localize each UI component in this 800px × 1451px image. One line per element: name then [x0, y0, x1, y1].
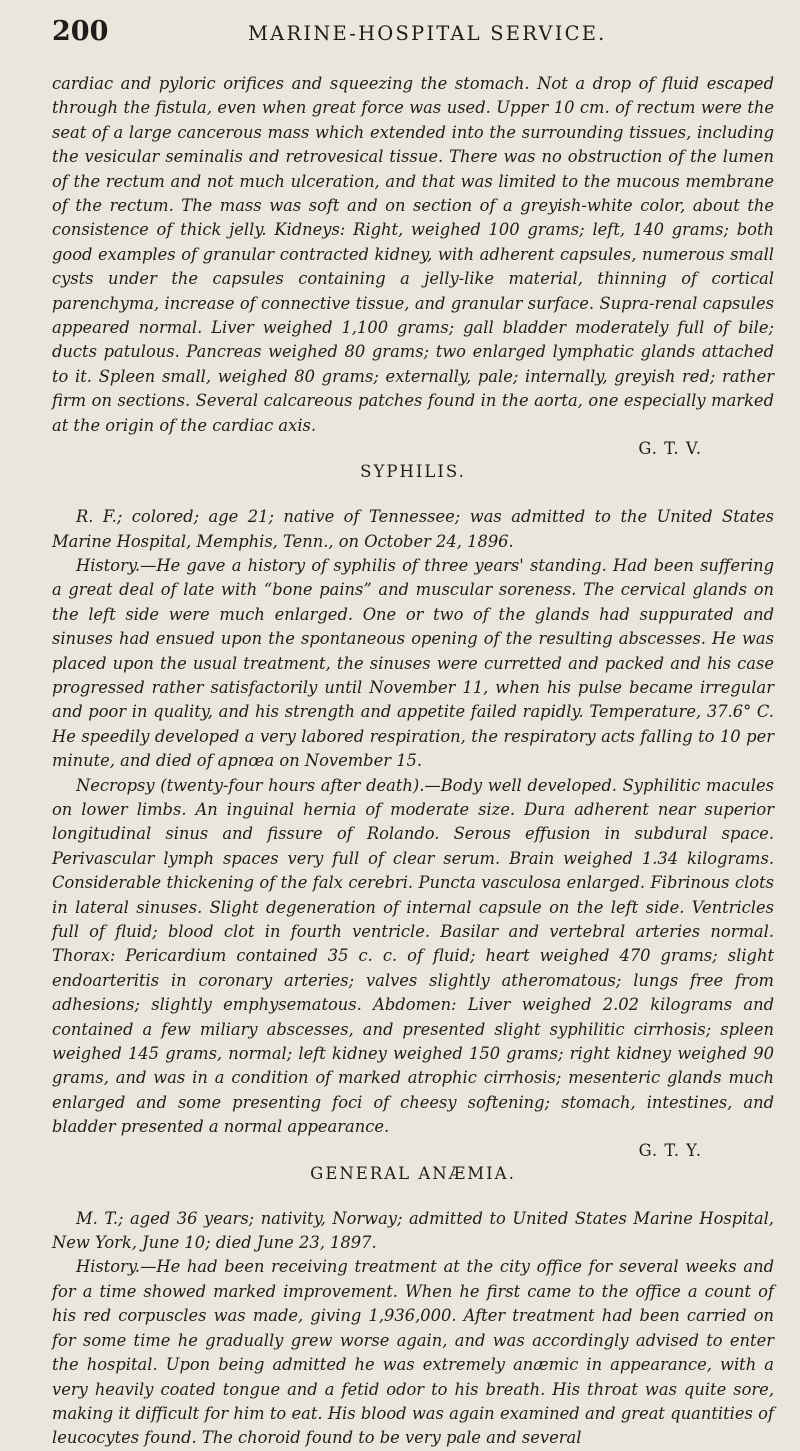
anaemia-intro: M. T.; aged 36 years; nativity, Norway; admitted to United States Marine Hospital, New York, June 10; died June 23, 1897. — [52, 1208, 774, 1253]
body-text — [52, 72, 774, 1451]
section-heading-syphilis: SYPHILIS. — [360, 462, 466, 482]
anaemia-history: History.—He had been receiving treatment at the city office for several weeks and for a time showed marked improvement. When he first came to the office a count of his red corpuscles was made, giving 1,936,000. After treatment had been carried on for some time he gradually grew worse again, and was accordingly advised to enter the hospital. Upon being admitted he was extremely anæmic in appearance, with a very heavily coated tongue and a fetid odor to his breath. His throat was quite sore, making it difficult for him to eat. His blood was again examined and great quantities of leucocytes found. The choroid found to be very pale and several — [52, 1257, 774, 1448]
syphilis-history: History.—He gave a history of syphilis of three years' standing. Had been suffering a great deal of late with “bone pains” and muscular soreness. The cervical glands on the left side were much enlarged. One or two of the glands had suppurated and sinuses had ensued upon the spontaneous opening of the resulting abscesses. He was placed upon the usual treatment, the sinuses were curretted and packed and his case progressed rather satisfactorily until November 11, when his pulse became irregular and poor in quality, and his strength and appetite failed rapidly. Temperature, 37.6° C. He speedily developed a very labored respiration, the respiratory acts falling to 10 per minute, and died of apnœa on November 15. — [52, 555, 774, 771]
section-heading-anaemia: GENERAL ANÆMIA. — [310, 1163, 516, 1183]
continuation-paragraph: cardiac and pyloric orifices and squeezing the stomach. Not a drop of fluid escaped through the fistula, even when great force was used. Upper 10 cm. of rectum were the seat of a large cancerous mass which extended into the surrounding tissues, including the vesicular seminalis and retrovesical tissue. There was no obstruction of the lumen of the rectum and not much ulceration, and that was limited to the mucous membrane of the rectum. The mass was soft and on section of a greyish-white color, about the consistence of thick jelly. Kidneys: Right, weighed 100 grams; left, 140 grams; both good examples of granular contracted kidney, with adherent capsules, numerous small cysts under the capsules containing a jelly-like material, thinning of cortical parenchyma, increase of connective tissue, and granular surface. Supra-renal capsules appeared normal. Liver weighed 1,100 grams; gall bladder moderately full of bile; ducts patulous. Pancreas weighed 80 grams; two enlarged lymphatic glands attached to it. Spleen small, weighed 80 grams; externally, pale; internally, greyish red; rather firm on sections. Several calcareous patches found in the aorta, one especially marked at the origin of the cardiac axis. — [52, 74, 774, 435]
syphilis-intro: R. F.; colored; age 21; native of Tennessee; was admitted to the United States Marine Hospital, Memphis, Tenn., on October 24, 1896. — [52, 507, 774, 551]
running-head — [52, 16, 774, 56]
page-number: 200 — [52, 16, 109, 47]
syphilis-necropsy: Necropsy (twenty-four hours after death).—Body well developed. Syphilitic macules on lower limbs. An inguinal hernia of moderate size. Dura adherent near superior longitudinal sinus and fissure of Rolando. Serous effusion in subdural space. Perivascular lymph spaces very full of clear serum. Brain weighed 1.34 kilograms. Considerable thickening of the falx cerebri. Puncta vasculosa enlarged. Fibrinous clots in lateral sinuses. Slight degeneration of internal capsule on the left side. Ventricles full of fluid; blood clot in fourth ventricle. Basilar and vertebral arteries normal. Thorax: Pericardium contained 35 c. c. of fluid; heart weighed 470 grams; slight endoarteritis in coronary arteries; valves slightly atheromatous; lungs free from adhesions; slightly emphysematous. Abdomen: Liver weighed 2.02 kilograms and contained a few miliary abscesses, and presented slight syphilitic cirrhosis; spleen weighed 145 grams, normal; left kidney weighed 150 grams; right kidney weighed 90 grams, and was in a condition of marked atrophic cirrhosis; mesenteric glands much enlarged and some presenting foci of cheesy softening; stomach, intestines, and bladder presented a normal appearance. — [52, 775, 774, 1137]
running-title: MARINE-HOSPITAL SERVICE. — [248, 22, 607, 45]
signature-gtv: G. T. V. — [638, 439, 702, 459]
signature-gty: G. T. Y. — [638, 1140, 702, 1160]
